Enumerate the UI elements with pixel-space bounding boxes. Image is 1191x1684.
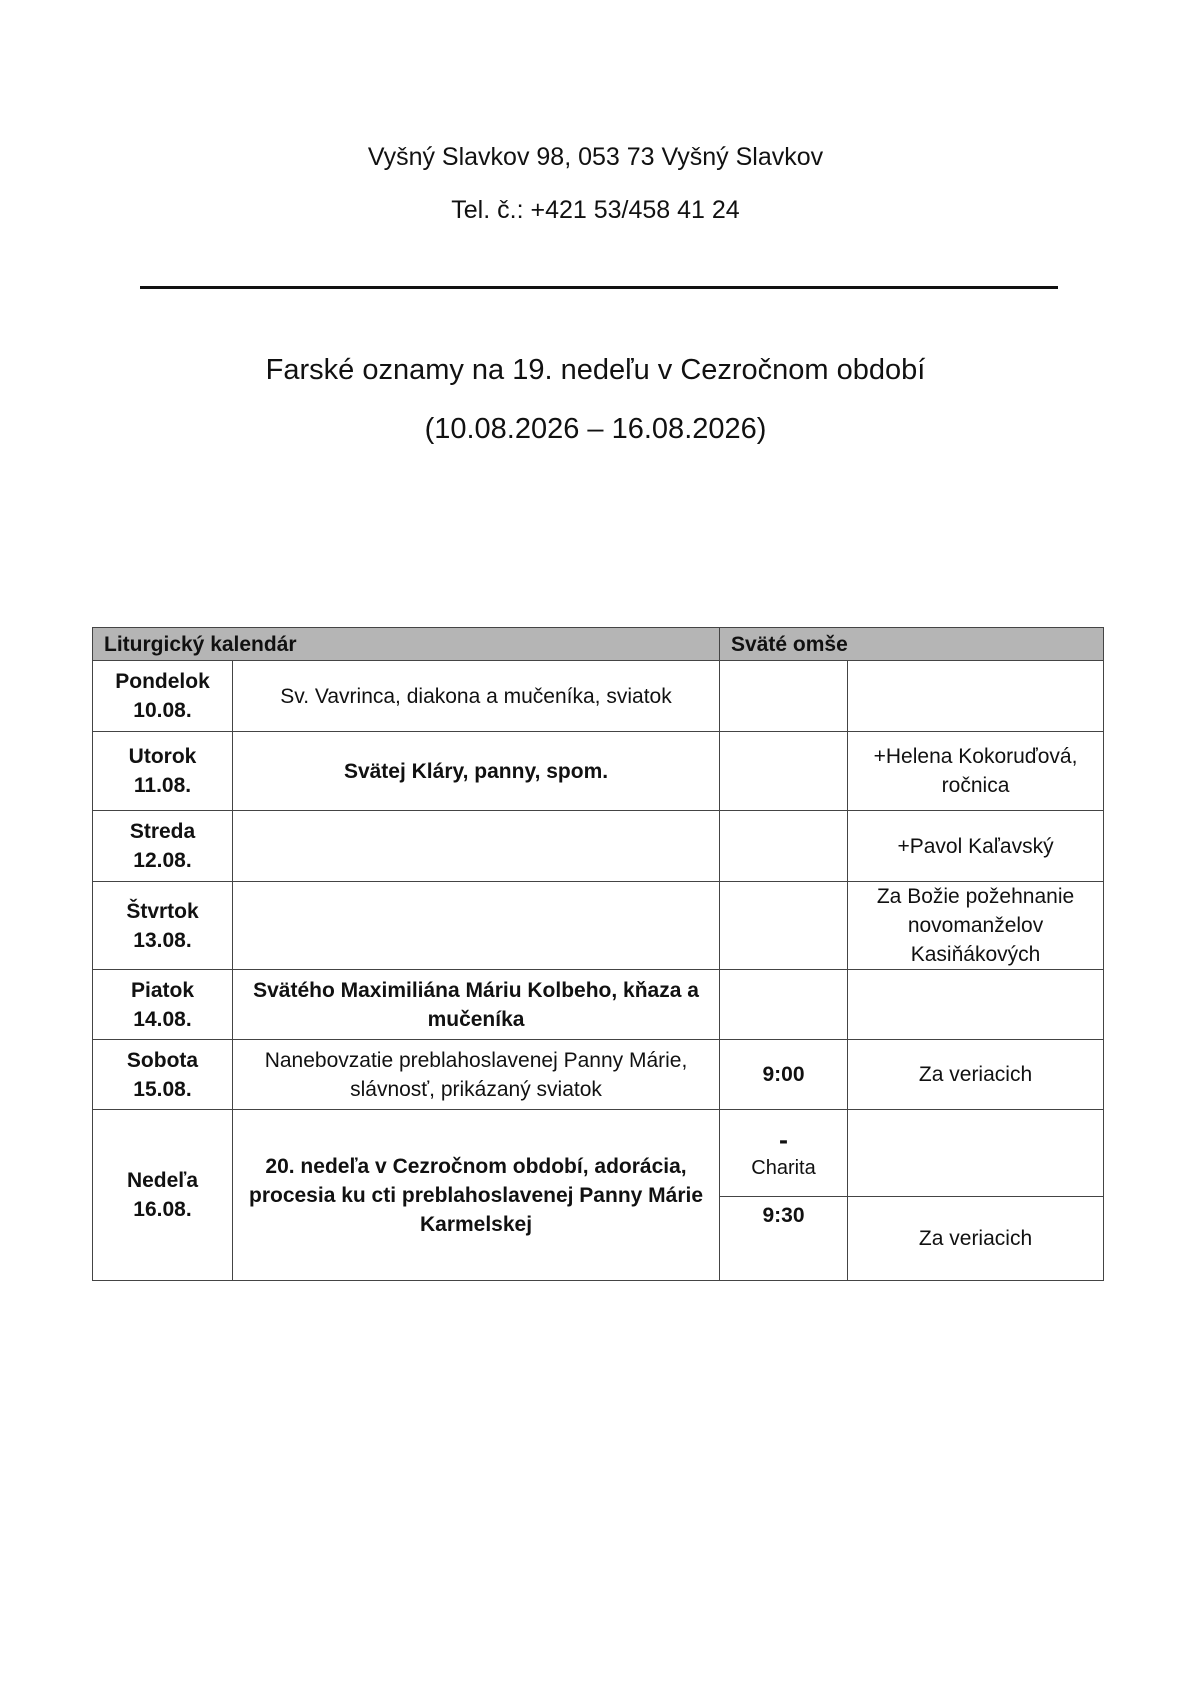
table-header: [93, 628, 1104, 661]
day-cell: Streda 12.08.: [93, 811, 233, 882]
table-row: [93, 811, 1104, 882]
parish-phone: Tel. č.: +421 53/458 41 24: [451, 196, 740, 224]
charita-note: Charita: [751, 1157, 816, 1179]
mass-intention-cell: Za veriacich: [848, 1040, 1104, 1110]
mass-intention-cell: [848, 970, 1104, 1040]
liturgical-calendar-table: [92, 627, 1104, 1281]
day-cell: Piatok 14.08.: [93, 970, 233, 1040]
header-liturgical-calendar: Liturgický kalendár: [93, 628, 720, 661]
feast-cell: Sv. Vavrinca, diakona a mučeníka, sviatok: [233, 661, 720, 732]
feast-cell: Svätého Maximiliána Máriu Kolbeho, kňaza a mučeníka: [233, 970, 720, 1040]
feast-cell: [233, 882, 720, 970]
mass-time-cell: 9:30: [720, 1197, 848, 1281]
day-cell: Sobota 15.08.: [93, 1040, 233, 1110]
date-range: (10.08.2026 – 16.08.2026): [424, 413, 767, 445]
mass-intention-cell: +Pavol Kaľavský: [848, 811, 1104, 882]
day-cell: Nedeľa 16.08.: [93, 1110, 233, 1281]
mass-time-cell: - Charita: [720, 1110, 848, 1197]
day-cell: Utorok 11.08.: [93, 732, 233, 811]
mass-intention-cell: Za Božie požehnanie novomanželov Kasiňákových: [848, 882, 1104, 970]
table-row: [93, 882, 1104, 970]
table-row: [93, 970, 1104, 1040]
mass-time-cell: [720, 732, 848, 811]
feast-cell: Svätej Kláry, panny, spom.: [233, 732, 720, 811]
feast-cell: Nanebovzatie preblahoslavenej Panny Márie, slávnosť, prikázaný sviatok: [233, 1040, 720, 1110]
feast-cell: [233, 811, 720, 882]
mass-time-cell: 9:00: [720, 1040, 848, 1110]
mass-time-cell: [720, 661, 848, 732]
mass-intention-cell: +Helena Kokoruďová, ročnica: [848, 732, 1104, 811]
mass-time-cell: [720, 970, 848, 1040]
mass-time-cell: [720, 882, 848, 970]
table-row: [93, 1040, 1104, 1110]
mass-intention-cell: Za veriacich: [848, 1197, 1104, 1281]
header-divider: [140, 286, 1058, 289]
day-cell: Pondelok 10.08.: [93, 661, 233, 732]
table-row: [93, 1110, 1104, 1197]
feast-cell: 20. nedeľa v Cezročnom období, adorácia, procesia ku cti preblahoslavenej Panny Márie Karmelskej: [233, 1110, 720, 1281]
mass-intention-cell: [848, 1110, 1104, 1197]
parish-address: Vyšný Slavkov 98, 053 73 Vyšný Slavkov: [367, 143, 824, 171]
mass-intention-cell: [848, 661, 1104, 732]
table-row: [93, 661, 1104, 732]
table-row: [93, 732, 1104, 811]
header-holy-masses: Sväté omše: [720, 628, 1104, 661]
day-cell: Štvrtok 13.08.: [93, 882, 233, 970]
mass-time-cell: [720, 811, 848, 882]
page-title: Farské oznamy na 19. nedeľu v Cezročnom období: [265, 354, 926, 386]
